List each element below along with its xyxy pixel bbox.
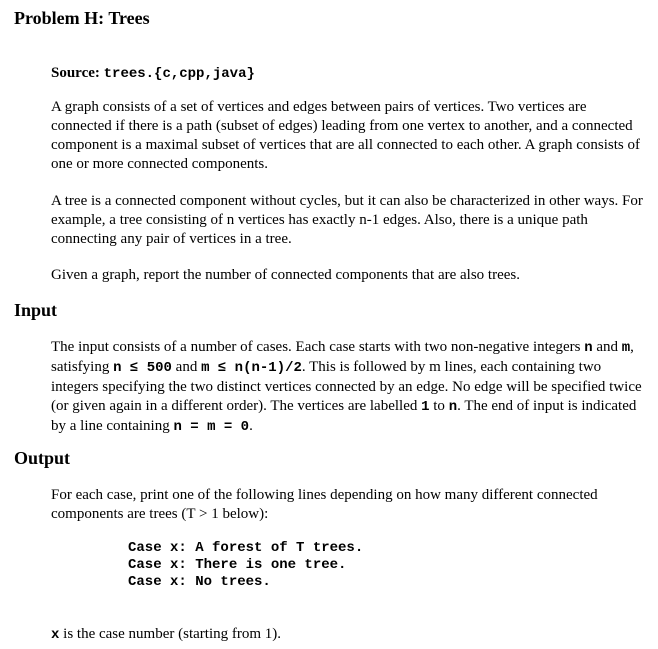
source-line xyxy=(51,64,651,84)
intro-paragraph-2: A tree is a connected component without cycles, but it can also be characterized in other ways. For example, a tree consisting of n vertices has exactly n-1 edges. Also, there is a unique path connecting any pair of vertices in a tree. xyxy=(51,193,643,247)
input-text: . This is followed by m lines, each containing two integers specifying the two distinct vertices connected by an edge. No edge will be specified twice (or given again in a different order). The vertices are labelled xyxy=(51,359,642,414)
code-end-condition: n = m = 0 xyxy=(173,419,250,435)
output-line-one-tree: Case x: There is one tree. xyxy=(128,557,347,573)
page-title: Problem H: Trees xyxy=(14,8,150,28)
input-text: The input consists of a number of cases. Each case starts with two non-negative integers xyxy=(51,339,585,355)
input-text: to xyxy=(429,398,449,414)
input-text: . The end of input is indicated by a line containing xyxy=(51,398,637,434)
output-note xyxy=(51,625,651,645)
output-line-no-trees: Case x: No trees. xyxy=(128,574,271,590)
code-n: n xyxy=(584,340,593,356)
input-text: and xyxy=(592,339,622,355)
output-format-block xyxy=(128,540,363,591)
output-paragraph: For each case, print one of the following lines depending on how many different connected components are trees (T > 1 below): xyxy=(51,487,598,522)
code-n: n xyxy=(448,399,458,415)
code-m-limit: m ≤ n(n-1)/2 xyxy=(201,360,302,376)
input-paragraph xyxy=(51,338,651,437)
intro-paragraph-3: Given a graph, report the number of connected components that are also trees. xyxy=(51,267,520,283)
intro-paragraph-1: A graph consists of a set of vertices and edges between pairs of vertices. Two vertices are connected if there is a path (subset of edges) leading from one vertex to another, and a connected component is a maximal subset of vertices that are all connected to each other. A graph consists of one or more connected components. xyxy=(51,99,640,172)
code-m: m xyxy=(621,340,631,356)
output-note-text: is the case number (starting from 1). xyxy=(59,626,282,642)
code-n-limit: n ≤ 500 xyxy=(113,360,172,376)
input-heading: Input xyxy=(14,300,58,320)
output-line-forest: Case x: A forest of T trees. xyxy=(128,540,364,556)
input-text: , satisfying xyxy=(51,339,634,375)
code-one: 1 xyxy=(421,399,430,415)
output-heading: Output xyxy=(14,448,71,468)
source-label: Source: xyxy=(51,65,100,81)
input-text: and xyxy=(171,359,202,375)
code-x: x xyxy=(51,627,60,643)
source-files: trees.{c,cpp,java} xyxy=(103,66,255,82)
input-text: . xyxy=(249,418,253,434)
